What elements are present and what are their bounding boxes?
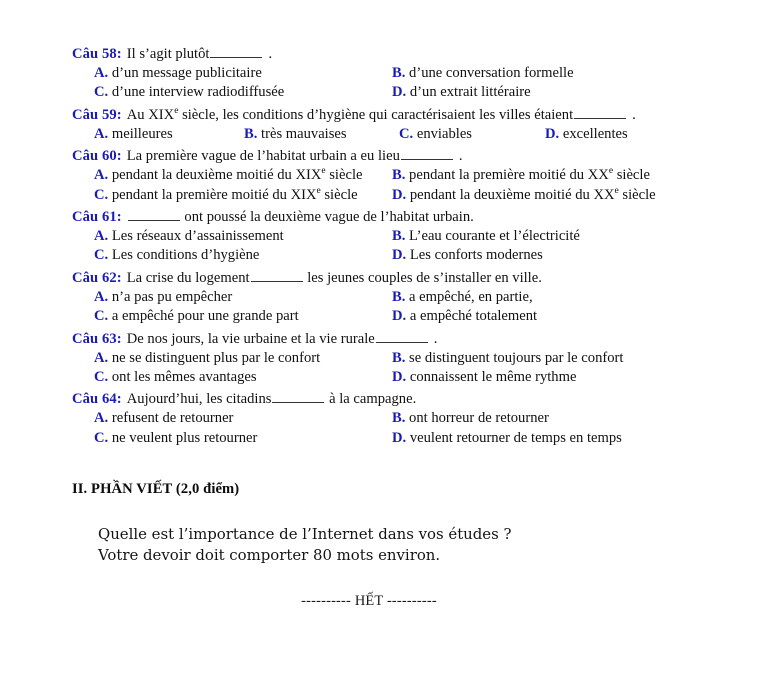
question-stem-suffix: à la campagne. [325,391,417,408]
question-label: Câu 59: [72,106,122,123]
option-b[interactable] [392,227,580,246]
option-b[interactable] [392,409,549,428]
option-letter: C. [94,84,109,101]
option-a[interactable] [94,288,392,307]
option-letter: D. [545,125,560,142]
exam-page [0,45,768,679]
option-row [94,166,740,185]
option-text: n’a pas pu empêcher [111,288,233,305]
question-stem-suffix: les jeunes couples de s’installer en ville. [303,269,542,286]
option-text: d’un extrait littéraire [409,84,531,101]
option-text: Les réseaux d’assainissement [111,227,284,244]
question-cau-61 [0,208,768,266]
ordinal-superscript: e [614,185,619,196]
option-c[interactable] [94,83,392,102]
option-a[interactable] [94,409,392,428]
option-list [68,288,740,327]
option-letter: B. [392,288,406,305]
option-list [68,349,740,388]
option-text: enviables [416,125,472,142]
option-letter: C. [399,125,414,142]
option-letter: B. [244,125,258,142]
option-text-post: siècle [618,186,656,203]
option-list [68,64,740,103]
option-b[interactable] [392,64,574,83]
option-text: pendant la première moitié du XIX [111,186,317,203]
option-c[interactable] [94,186,392,205]
question-stem-text [122,209,127,225]
question-label: Câu 61: [72,208,122,225]
option-a[interactable] [94,349,392,368]
option-letter: A. [94,349,109,366]
option-row [94,368,740,387]
answer-blank [251,270,303,282]
option-text: pendant la première moitié du XX [409,167,609,184]
ordinal-superscript: e [174,105,179,116]
option-d[interactable] [392,368,576,387]
option-row [94,429,740,448]
option-letter: D. [392,84,407,101]
option-text: ne veulent plus retourner [111,429,258,446]
option-letter: A. [94,65,109,81]
question-cau-64 [0,390,768,448]
option-letter: A. [94,125,109,142]
essay-prompt-line-1: Quelle est l’importance de l’Internet dans vos études ? [98,525,512,544]
option-a[interactable] [94,125,244,144]
option-list [68,166,740,205]
option-c[interactable] [94,368,392,387]
option-b[interactable] [244,125,399,144]
option-b[interactable] [392,166,650,185]
option-d[interactable] [545,125,628,144]
question-cau-59 [0,106,768,144]
option-row [94,83,740,102]
question-label: Câu 64: [72,391,122,408]
option-letter: A. [94,227,109,244]
option-text: meilleures [111,125,173,142]
option-a[interactable] [94,166,392,185]
option-c[interactable] [94,429,392,448]
question-cau-63 [0,330,768,388]
option-text: d’une interview radiodiffusée [111,84,285,101]
option-letter: B. [392,349,406,366]
question-label: Câu 60: [72,148,122,165]
option-a[interactable] [94,64,392,83]
option-text: Les conditions d’hygiène [111,247,260,264]
option-letter: A. [94,410,109,427]
question-stem [68,45,740,64]
question-label: Câu 58: [72,46,122,62]
option-c[interactable] [94,246,392,265]
question-label: Câu 62: [72,269,122,286]
option-list [68,125,740,144]
option-d[interactable] [392,429,622,448]
question-label: Câu 63: [72,330,122,347]
ordinal-superscript: e [321,166,326,177]
option-text: d’une conversation formelle [409,65,574,81]
question-stem [68,106,740,125]
option-text: d’un message publicitaire [111,65,262,81]
option-row [94,125,740,144]
option-row [94,246,740,265]
option-c[interactable] [399,125,545,144]
question-stem-text: La première vague de l’habitat urbain a eu lieu [126,148,400,165]
question-stem-text: Au XIX [126,106,175,123]
option-text: Les conforts modernes [409,247,543,264]
question-stem [68,390,740,409]
option-text-post: siècle [613,167,650,184]
answer-blank [574,107,626,119]
option-letter: B. [392,227,406,244]
option-d[interactable] [392,307,537,326]
option-list [68,227,740,266]
option-d[interactable] [392,83,531,102]
essay-prompt-line-2: Votre devoir doit comporter 80 mots environ. [98,545,441,564]
option-row [94,307,740,326]
question-stem-text: Il s’agit plutôt [126,46,210,62]
option-text-post: siècle [325,167,363,184]
ordinal-superscript: e [316,185,321,196]
option-text: pendant la deuxième moitié du XIX [111,167,322,184]
option-row [94,288,740,307]
option-letter: D. [392,308,407,325]
question-stem-suffix: . [632,106,636,123]
question-cau-60 [0,147,768,205]
answer-blank [128,209,180,221]
option-list [68,409,740,448]
option-a[interactable] [94,227,392,246]
option-text: pendant la deuxième moitié du XX [409,186,615,203]
answer-blank [210,46,262,58]
option-text: a empêché totalement [409,308,538,325]
option-text: excellentes [562,125,628,142]
option-b[interactable] [392,349,623,368]
option-text: L’eau courante et l’électricité [409,227,580,244]
option-letter: C. [94,368,109,385]
option-d[interactable] [392,186,656,205]
option-letter: B. [392,65,406,81]
option-letter: A. [94,167,109,184]
option-letter: C. [94,186,109,203]
option-letter: C. [94,429,109,446]
option-letter: B. [392,410,406,427]
question-stem-text: Aujourd’hui, les citadins [126,391,272,408]
option-text: se distinguent toujours par le confort [409,349,624,366]
option-text: ont horreur de retourner [409,410,549,427]
answer-blank [272,391,324,403]
option-text: connaissent le même rythme [409,368,577,385]
option-letter: D. [392,186,407,203]
option-text: a empêché, en partie, [409,288,533,305]
question-cau-62 [0,269,768,327]
option-text: veulent retourner de temps en temps [409,429,622,446]
question-stem-suffix: . [458,148,463,165]
question-cau-58 [0,45,768,103]
option-row [94,349,740,368]
option-row [94,409,740,428]
question-stem-suffix: . [268,46,273,62]
essay-prompt [0,524,768,565]
option-letter: C. [94,308,109,325]
option-text-post: siècle [320,186,358,203]
option-letter: D. [392,429,407,446]
question-stem [68,330,740,349]
answer-blank [401,148,453,160]
option-text: refusent de retourner [111,410,234,427]
option-text: a empêché pour une grande part [111,308,299,325]
option-letter: D. [392,247,407,264]
option-letter: A. [94,288,109,305]
option-letter: C. [94,247,109,264]
option-d[interactable] [392,246,543,265]
option-b[interactable] [392,288,533,307]
question-stem-text: La crise du logement [126,269,250,286]
answer-blank [376,331,428,343]
question-stem-suffix: ont poussé la deuxième vague de l’habitat urbain. [180,208,474,225]
document-footer: ---------- HẾT ---------- [301,593,437,610]
question-stem-text: De nos jours, la vie urbaine et la vie rurale [126,330,375,347]
question-stem [68,208,740,227]
question-stem-suffix: . [433,330,438,347]
option-text: très mauvaises [261,125,347,142]
option-row [94,64,740,83]
option-c[interactable] [94,307,392,326]
option-text: ne se distinguent plus par le confort [111,349,321,366]
option-letter: B. [392,167,406,184]
option-row [94,227,740,246]
section-title-part-2: II. PHẦN VIẾT (2,0 điểm) [72,481,240,498]
option-letter: D. [392,368,407,385]
question-stem [68,147,740,166]
question-stem-mid: siècle, les conditions d’hygiène qui caractérisaient les villes étaient [178,106,574,123]
ordinal-superscript: e [608,166,614,177]
option-text: ont les mêmes avantages [111,368,257,385]
option-row [94,186,740,205]
question-stem [68,269,740,288]
